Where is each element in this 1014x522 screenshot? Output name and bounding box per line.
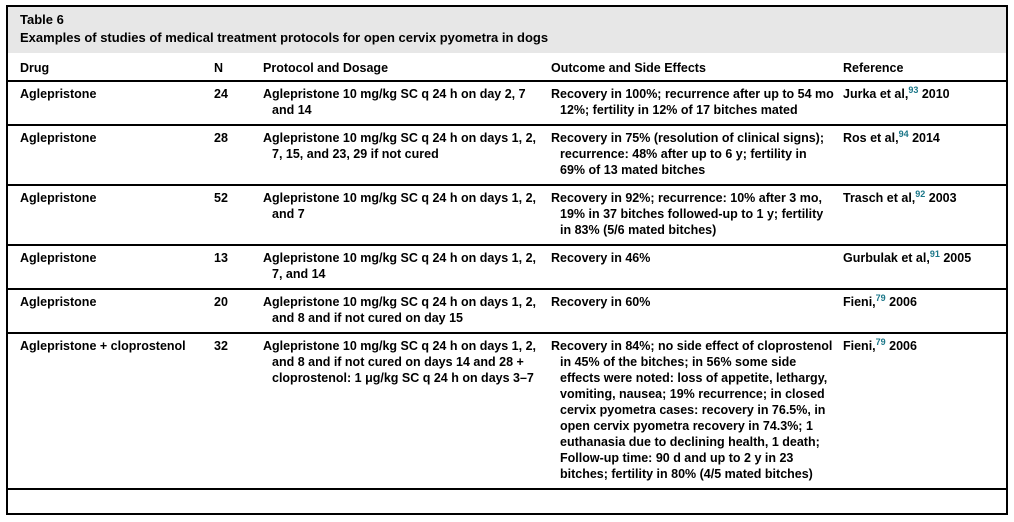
cell-outcome: Recovery in 84%; no side effect of cloprostenol in 45% of the bitches; in 56% some side effects were noted: loss of appetite, lethargy, vomiting, nausea; 19% recurrence; in closed cervix pyometra cases: recovery in 76.5%, in open cervix pyometra recovery in 74.3%; 1 euthanasia due to declining health, 1 death; Follow-up time: 90 d and up to 2 y in 23 bitches; fertility in 80% (4/5 mated bitches)	[551, 333, 843, 489]
table-frame	[6, 5, 1008, 515]
column-header-outcome: Outcome and Side Effects	[551, 53, 843, 81]
table-row	[8, 289, 1006, 333]
reference-authors: Trasch et al,	[843, 191, 916, 205]
cell-n: 52	[214, 185, 263, 245]
cell-n: 13	[214, 245, 263, 289]
reference-year: 2014	[908, 131, 940, 145]
citation-superscript[interactable]: 79	[875, 292, 886, 303]
table-row	[8, 185, 1006, 245]
cell-reference	[843, 125, 1006, 185]
cell-reference	[843, 81, 1006, 125]
cell-drug: Aglepristone	[8, 289, 214, 333]
table-caption-band	[8, 7, 1006, 53]
column-header-protocol: Protocol and Dosage	[263, 53, 551, 81]
table-row	[8, 125, 1006, 185]
cell-drug: Aglepristone	[20, 87, 97, 101]
cell-outcome: Recovery in 92%; recurrence: 10% after 3 mo, 19% in 37 bitches followed-up to 1 y; fertility in 83% (5/6 mated bitches)	[551, 185, 843, 245]
cell-n: 32	[214, 333, 263, 489]
cell-outcome: Recovery in 75% (resolution of clinical signs); recurrence: 48% after up to 6 y; fertility in 69% of 13 mated bitches	[551, 125, 843, 185]
cell-reference	[843, 245, 1006, 289]
citation-superscript[interactable]: 79	[875, 336, 886, 347]
cell-outcome: Recovery in 60%	[551, 289, 843, 333]
cell-n: 20	[214, 289, 263, 333]
table-row	[8, 81, 1006, 125]
cell-outcome: Recovery in 100%; recurrence after up to 54 mo 12%; fertility in 12% of 17 bitches mated	[551, 87, 834, 117]
reference-authors: Jurka et al,	[843, 87, 909, 101]
cell-reference	[843, 185, 1006, 245]
cell-drug: Aglepristone	[8, 185, 214, 245]
cell-protocol: Aglepristone 10 mg/kg SC q 24 h on days 1, 2, 7, and 14	[263, 245, 551, 289]
column-header-reference: Reference	[843, 53, 1006, 81]
cell-reference	[843, 289, 1006, 333]
reference-year: 2010	[918, 87, 950, 101]
table-row	[8, 245, 1006, 289]
citation-superscript[interactable]: 94	[898, 128, 909, 139]
table-label: Table 6	[20, 12, 64, 27]
table-header-row	[8, 53, 1006, 81]
cell-protocol: Aglepristone 10 mg/kg SC q 24 h on days 1, 2, and 8 and if not cured on days 14 and 28 + cloprostenol: 1 μg/kg SC q 24 h on days 3–7	[263, 333, 551, 489]
cell-reference	[843, 333, 1006, 489]
table-caption: Examples of studies of medical treatment protocols for open cervix pyometra in dogs	[20, 30, 549, 45]
cell-outcome: Recovery in 46%	[551, 245, 843, 289]
reference-authors: Gurbulak et al,	[843, 251, 930, 265]
cell-protocol: Aglepristone 10 mg/kg SC q 24 h on days 1, 2, and 8 and if not cured on day 15	[263, 289, 551, 333]
reference-year: 2003	[925, 191, 957, 205]
citation-superscript[interactable]: 91	[929, 248, 940, 259]
reference-authors: Fieni,	[843, 339, 876, 353]
cell-n: 28	[214, 125, 263, 185]
cell-protocol: Aglepristone 10 mg/kg SC q 24 h on days 1, 2, and 7	[263, 185, 551, 245]
cell-drug: Aglepristone	[8, 245, 214, 289]
cell-protocol: Aglepristone 10 mg/kg SC q 24 h on day 2, 7 and 14	[263, 87, 526, 117]
reference-year: 2005	[939, 251, 972, 265]
cell-protocol: Aglepristone 10 mg/kg SC q 24 h on days 1, 2, 7, 15, and 23, 29 if not cured	[263, 125, 551, 185]
cell-n: 24	[214, 87, 228, 101]
reference-authors: Fieni,	[843, 295, 876, 309]
citation-superscript[interactable]: 93	[908, 84, 919, 95]
reference-year: 2006	[885, 339, 917, 353]
column-header-drug: Drug	[8, 53, 214, 81]
citation-superscript[interactable]: 92	[915, 188, 926, 199]
column-header-n: N	[214, 53, 263, 81]
cell-drug: Aglepristone	[8, 125, 214, 185]
table-row	[8, 333, 1006, 489]
data-table	[8, 53, 1006, 490]
reference-year: 2006	[885, 295, 917, 309]
cell-drug: Aglepristone + cloprostenol	[8, 333, 214, 489]
reference-authors: Ros et al,	[843, 131, 899, 145]
